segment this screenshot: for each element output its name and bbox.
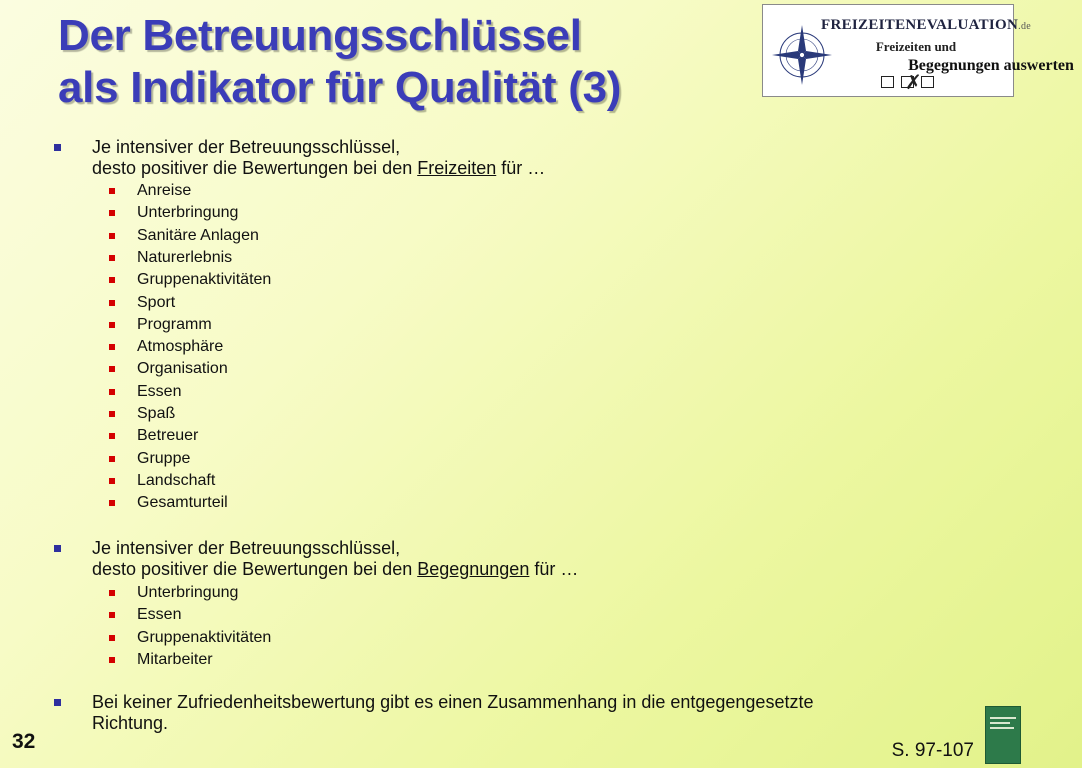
bullet-square-icon xyxy=(109,657,115,663)
list-item xyxy=(137,426,198,446)
page-reference: S. 97-107 xyxy=(891,740,974,761)
bullet-text-line1: Bei keiner Zufriedenheitsbewertung gibt es einen Zusammenhang in die entgegengesetzte xyxy=(92,692,814,712)
bullet-square-icon xyxy=(109,344,115,350)
bullet-text-line1: Je intensiver der Betreuungsschlüssel, xyxy=(92,137,401,157)
logo-subtitle-line1: Freizeiten und xyxy=(875,39,957,54)
list-item xyxy=(137,471,215,491)
bullet-freizeiten xyxy=(92,137,545,179)
list-item-label: Sport xyxy=(137,293,176,311)
list-item xyxy=(137,226,259,246)
list-item-label: Betreuer xyxy=(137,427,199,445)
list-item-label: Atmosphäre xyxy=(137,338,224,356)
list-item xyxy=(137,337,223,357)
list-item-label: Unterbringung xyxy=(137,584,239,601)
list-item xyxy=(137,583,238,603)
bullet-square-icon xyxy=(109,456,115,462)
bullet-square-icon xyxy=(109,233,115,239)
list-item xyxy=(137,203,238,223)
bullet-square-icon xyxy=(109,300,115,306)
bullet-square-icon xyxy=(109,411,115,417)
list-item xyxy=(137,650,213,670)
bullet-square-icon xyxy=(109,210,115,216)
bullet-square-icon xyxy=(109,500,115,506)
bullet-text-line1: Je intensiver der Betreuungsschlüssel, xyxy=(92,538,401,558)
bullet-square-icon xyxy=(54,144,61,151)
bullet-square-icon xyxy=(54,545,61,552)
list-item xyxy=(137,270,271,290)
checkbox-marks-icon: ✗ xyxy=(881,73,951,91)
bullet-square-icon xyxy=(54,699,61,706)
bullet-square-icon xyxy=(109,255,115,261)
list-item xyxy=(137,605,181,625)
list-item-label: Essen xyxy=(137,382,182,400)
list-item xyxy=(137,404,175,424)
bullet-square-icon xyxy=(109,478,115,484)
list-item xyxy=(137,248,232,268)
list-item-label: Anreise xyxy=(137,182,192,199)
list-item xyxy=(137,493,228,513)
list-item-label: Naturerlebnis xyxy=(137,248,233,266)
bullet-text-line2: Richtung. xyxy=(92,713,169,733)
bullet-text-line2 xyxy=(92,559,578,580)
list-item-label: Unterbringung xyxy=(137,204,239,222)
list-item-label: Gesamturteil xyxy=(137,494,228,512)
text-after-link: für … xyxy=(496,158,546,178)
bullet-square-icon xyxy=(109,277,115,283)
list-item-label: Organisation xyxy=(137,360,228,378)
list-item xyxy=(137,628,271,648)
bullet-square-icon xyxy=(109,188,115,194)
bullet-square-icon xyxy=(109,635,115,641)
slide-title-line2: als Indikator für Qualität (3) xyxy=(58,63,622,112)
list-item xyxy=(137,315,212,335)
list-item xyxy=(137,449,190,469)
list-item-label: Gruppe xyxy=(137,449,191,467)
list-item-label: Spaß xyxy=(137,405,176,422)
bullet-square-icon xyxy=(109,590,115,596)
list-item xyxy=(137,382,181,402)
list-item xyxy=(137,359,228,379)
freizeiten-underlined: Freizeiten xyxy=(417,158,497,178)
list-item-label: Programm xyxy=(137,315,212,333)
slide-number: 32 xyxy=(12,730,36,753)
list-item-label: Gruppenaktivitäten xyxy=(137,271,272,289)
text-after-link: für … xyxy=(529,559,579,579)
bullet-square-icon xyxy=(109,322,115,328)
list-item-label: Mitarbeiter xyxy=(137,650,213,668)
list-item xyxy=(137,181,191,201)
list-item-label: Essen xyxy=(137,606,182,624)
logo-brand-suffix: .de xyxy=(1018,21,1032,32)
bullet-text-line2 xyxy=(92,158,545,179)
bullet-begegnungen xyxy=(92,538,578,580)
begegnungen-underlined: Begegnungen xyxy=(417,559,530,579)
book-cover-icon xyxy=(985,706,1021,764)
bullet-square-icon xyxy=(109,389,115,395)
list-item xyxy=(137,293,175,313)
bullet-no-reverse-effect xyxy=(92,692,813,734)
logo-subtitle-line2: Begegnungen auswerten xyxy=(908,57,1074,74)
list-item-label: Sanitäre Anlagen xyxy=(137,226,259,244)
bullet-square-icon xyxy=(109,612,115,618)
bullet-square-icon xyxy=(109,366,115,372)
list-item-label: Landschaft xyxy=(137,471,216,489)
text-before-link: desto positiver die Bewertungen bei den xyxy=(92,559,418,579)
list-item-label: Gruppenaktivitäten xyxy=(137,628,272,646)
logo-brand-text: FREIZEITENEVALUATION xyxy=(821,17,1019,33)
bullet-square-icon xyxy=(109,433,115,439)
text-before-link: desto positiver die Bewertungen bei den xyxy=(92,158,418,178)
slide-title-line1: Der Betreuungsschlüssel xyxy=(58,11,582,60)
